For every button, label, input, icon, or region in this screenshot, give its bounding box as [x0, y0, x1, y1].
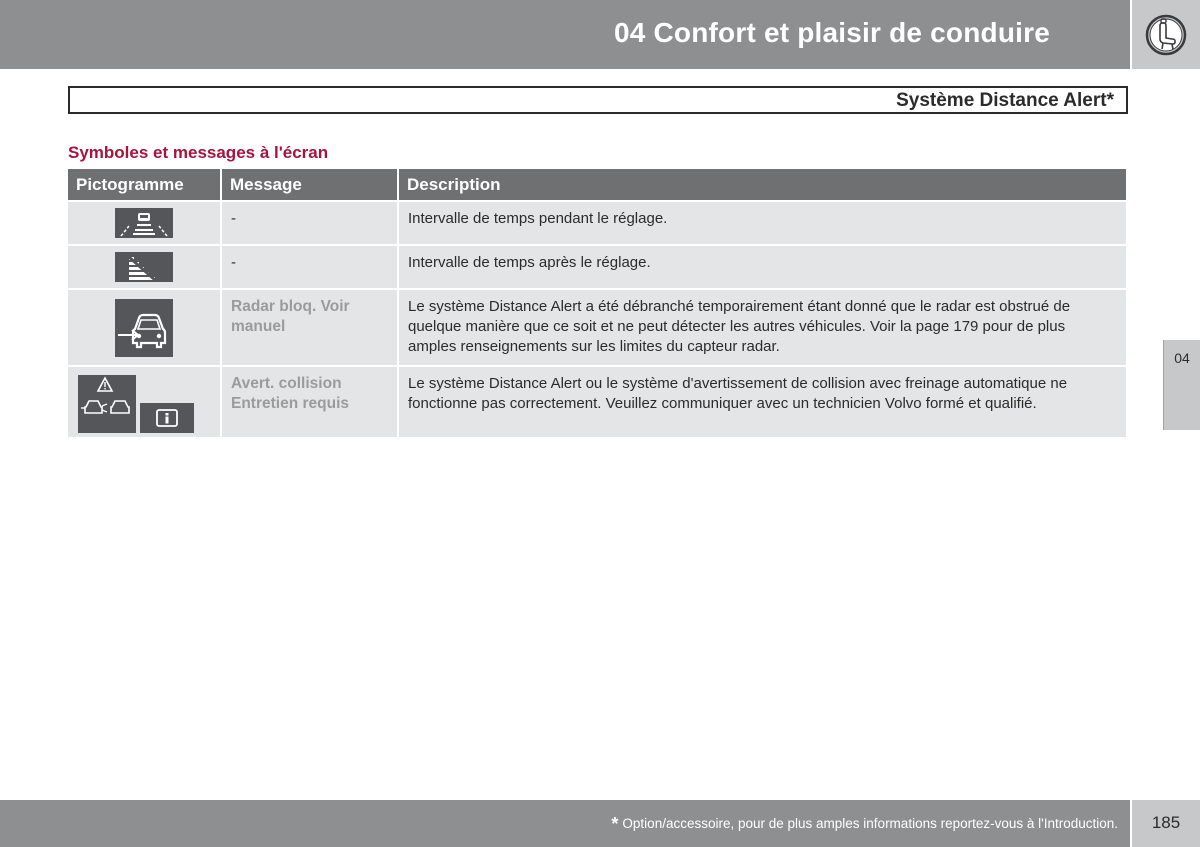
table-row	[68, 244, 1126, 288]
page-number: 185	[1151, 813, 1181, 832]
seat-icon	[1145, 14, 1187, 56]
description-cell: Intervalle de temps après le réglage.	[399, 244, 1126, 288]
table-row	[68, 200, 1126, 244]
info-icon	[140, 403, 194, 433]
message-cell: -	[222, 200, 397, 244]
section-title-box	[68, 86, 1128, 114]
chapter-side-tab-label: 04	[1174, 350, 1190, 366]
message-cell: Radar bloq. Voir manuel	[222, 288, 397, 365]
pictogram-cell	[68, 244, 220, 288]
footer-bar	[0, 800, 1130, 847]
footnote-star: *	[611, 814, 619, 834]
chapter-icon-box	[1132, 0, 1200, 69]
distance-set-icon	[115, 252, 173, 282]
footer-note	[611, 814, 1118, 835]
footnote-text: Option/accessoire, pour de plus amples informations reportez-vous à l'Introduction.	[622, 816, 1118, 831]
message-cell: -	[222, 244, 397, 288]
column-header: Message	[222, 169, 397, 200]
column-header: Pictogramme	[68, 169, 220, 200]
collision-warning-icon	[78, 375, 136, 433]
header-bar	[0, 0, 1130, 69]
message-cell: Avert. collision Entretien requis	[222, 365, 397, 437]
distance-setting-icon	[115, 208, 173, 238]
chapter-title: 04 Confort et plaisir de conduire	[613, 17, 1050, 48]
symbols-table	[66, 169, 1128, 437]
page-number-box	[1132, 800, 1200, 847]
radar-blocked-icon	[115, 299, 173, 357]
table-header-row	[68, 169, 1126, 200]
table-row	[68, 288, 1126, 365]
description-cell: Le système Distance Alert ou le système d'avertissement de collision avec freinage automatique ne fonctionne pas correctement. Veuillez communiquer avec un technicien Volvo formé et qualifié.	[399, 365, 1126, 437]
pictogram-cell	[68, 200, 220, 244]
pictogram-cell	[68, 365, 220, 437]
pictogram-cell	[68, 288, 220, 365]
table-row	[68, 365, 1126, 437]
subheading: Symboles et messages à l'écran	[68, 143, 329, 162]
column-header: Description	[399, 169, 1126, 200]
description-cell: Intervalle de temps pendant le réglage.	[399, 200, 1126, 244]
chapter-side-tab	[1164, 340, 1200, 430]
section-title: Système Distance Alert*	[896, 90, 1114, 111]
description-cell: Le système Distance Alert a été débranché temporairement étant donné que le radar est obstrué de quelque manière que ce soit et ne peut détecter les autres véhicules. Voir la page 179 pour de plus amples renseignements sur les limites du capteur radar.	[399, 288, 1126, 365]
